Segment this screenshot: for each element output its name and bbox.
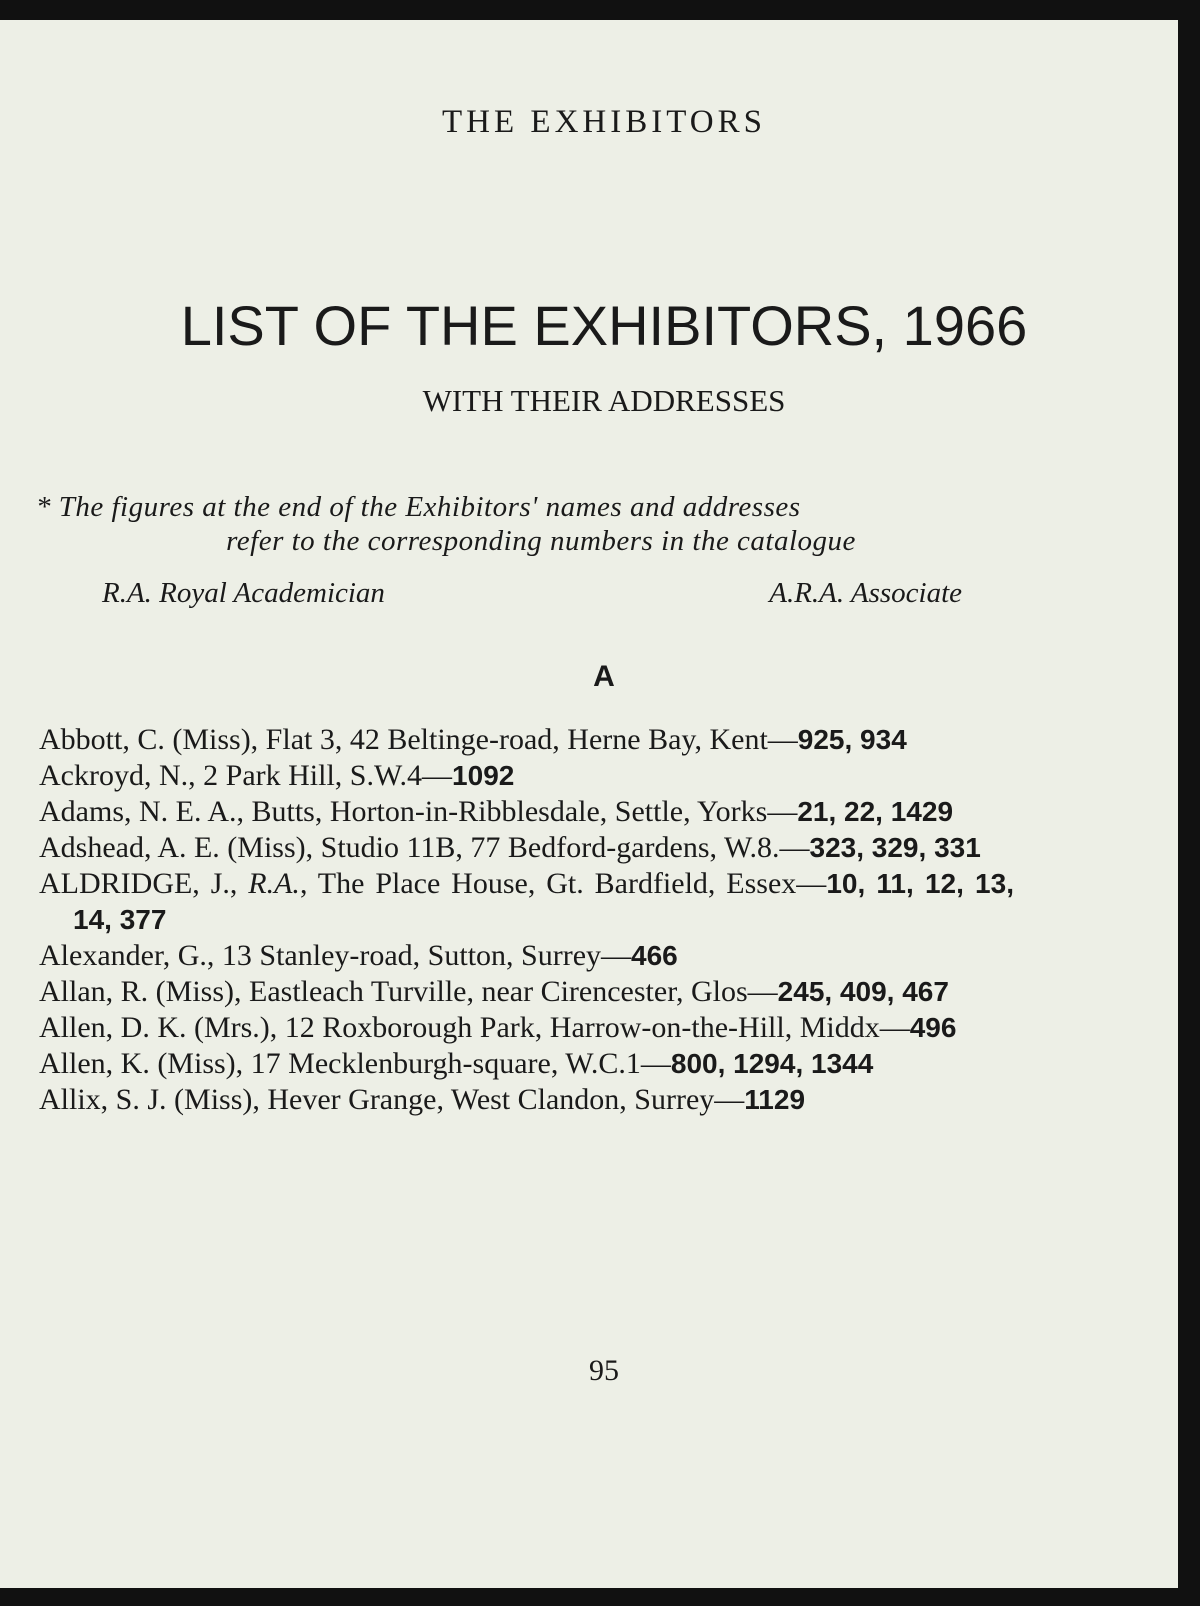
exhibitor-name-address: Abbott, C. (Miss), Flat 3, 42 Beltinge-road, Herne Bay, Kent— — [39, 723, 798, 756]
running-head: THE EXHIBITORS — [442, 104, 766, 140]
exhibitor-entry — [39, 938, 1014, 974]
catalogue-numbers: 496 — [909, 1012, 957, 1043]
abbrev-ra: R.A. Royal Academician — [102, 577, 385, 609]
exhibitor-entry — [39, 758, 1014, 794]
note-line-2: refer to the corresponding numbers in the catalogue — [226, 525, 856, 557]
abbrev-ara: A.R.A. Associate — [769, 577, 962, 609]
exhibitor-entry — [39, 722, 1014, 758]
catalogue-numbers: 1129 — [744, 1084, 806, 1115]
exhibitor-name-address: Allen, K. (Miss), 17 Mecklenburgh-square, W.C.1— — [39, 1047, 671, 1080]
exhibitor-entry — [39, 830, 1014, 866]
exhibitor-name-address: Allen, D. K. (Mrs.), 12 Roxborough Park, Harrow-on-the-Hill, Middx— — [39, 1011, 910, 1044]
exhibitor-entry — [39, 1082, 1014, 1118]
exhibitor-name: ALDRIDGE, J., — [39, 867, 249, 900]
catalogue-numbers: 925, 934 — [797, 724, 907, 755]
exhibitor-address: , The Place House, Gt. Bardfield, Essex— — [299, 867, 827, 900]
exhibitor-entry — [39, 1010, 1014, 1046]
section-letter: A — [593, 660, 615, 693]
exhibitor-entry — [39, 794, 1014, 830]
exhibitor-name-address: Alexander, G., 13 Stanley-road, Sutton, Surrey— — [39, 939, 632, 972]
exhibitor-entry — [39, 1046, 1014, 1082]
abbreviations — [102, 577, 962, 610]
catalogue-numbers: 245, 409, 467 — [777, 976, 949, 1007]
ra-designation: R.A. — [248, 867, 300, 900]
catalogue-numbers: 21, 22, 1429 — [797, 796, 954, 827]
catalogue-numbers: 1092 — [452, 760, 515, 791]
exhibitor-name-address: Adams, N. E. A., Butts, Horton-in-Ribblesdale, Settle, Yorks— — [39, 795, 798, 828]
exhibitor-name-address: Adshead, A. E. (Miss), Studio 11B, 77 Bedford-gardens, W.8.— — [39, 831, 810, 864]
catalogue-numbers: 10, 11, 12, 13, 14, 377 — [73, 868, 1014, 935]
note-line-1: * The figures at the end of the Exhibitors' names and addresses — [36, 491, 801, 523]
catalogue-note — [36, 490, 1026, 558]
exhibitor-name-address: Ackroyd, N., 2 Park Hill, S.W.4— — [39, 759, 453, 792]
exhibitor-entry — [39, 866, 1014, 938]
exhibitor-name-address: Allix, S. J. (Miss), Hever Grange, West Clandon, Surrey— — [39, 1083, 745, 1116]
book-page — [0, 20, 1178, 1588]
page-subtitle: WITH THEIR ADDRESSES — [422, 383, 786, 418]
page-number: 95 — [589, 1354, 619, 1387]
catalogue-numbers: 466 — [631, 940, 678, 971]
catalogue-numbers: 800, 1294, 1344 — [670, 1048, 874, 1079]
page-title: LIST OF THE EXHIBITORS, 1966 — [180, 294, 1028, 357]
exhibitor-entry — [39, 974, 1014, 1010]
exhibitor-list — [39, 722, 1014, 1118]
catalogue-numbers: 323, 329, 331 — [809, 832, 981, 863]
exhibitor-name-address: Allan, R. (Miss), Eastleach Turville, near Cirencester, Glos— — [39, 975, 778, 1008]
